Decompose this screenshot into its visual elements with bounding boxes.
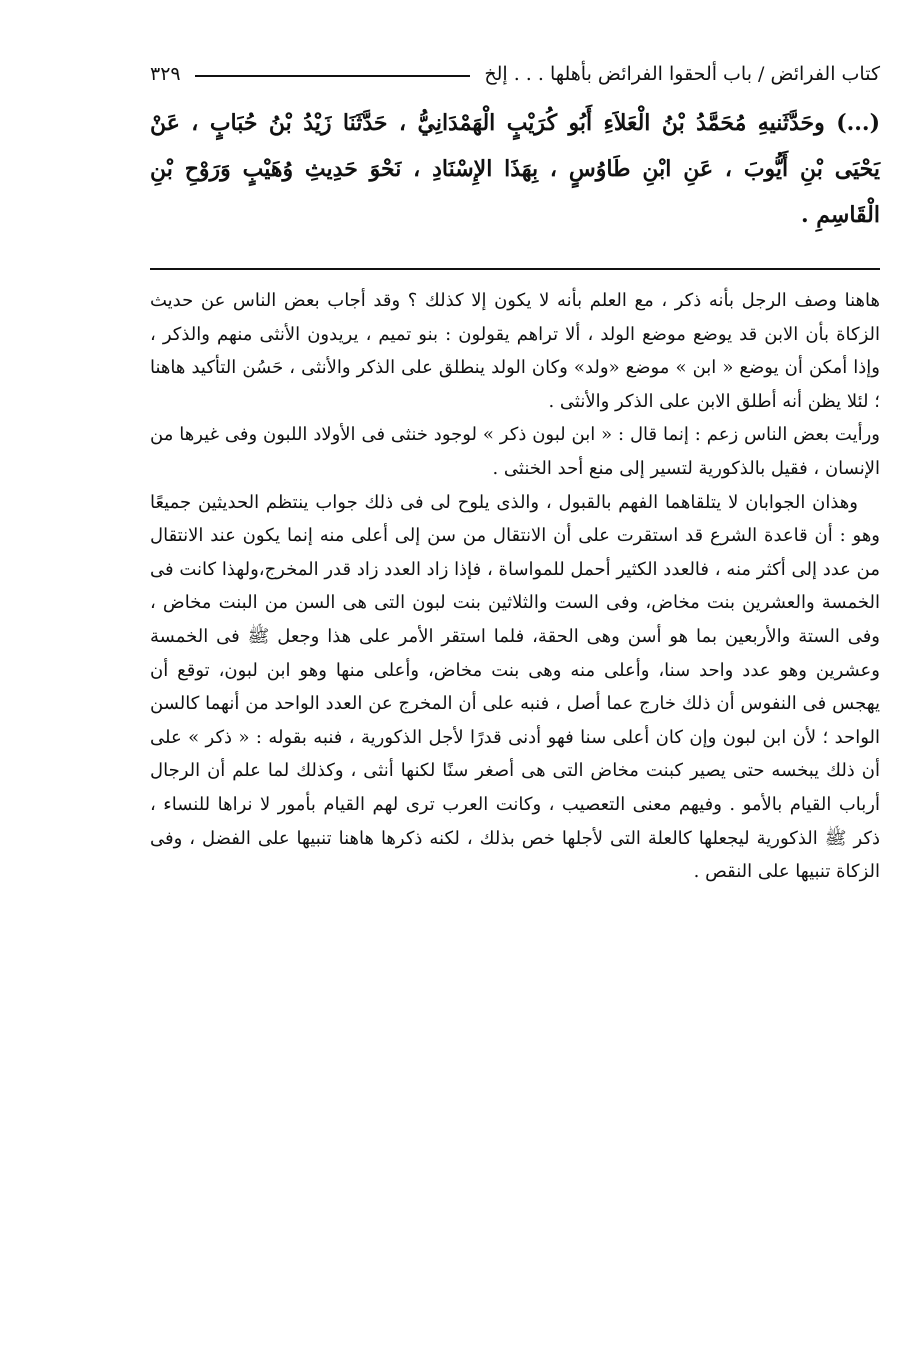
running-head <box>150 56 880 92</box>
running-head-title: كتاب الفرائض / باب ألحقوا الفرائض بأهلها . . . إلخ <box>484 63 880 85</box>
commentary-paragraph: وهذان الجوابان لا يتلقاهما الفهم بالقبول ، والذى يلوح لى فى ذلك جواب ينتظم الحديثين جميعًا وهو : أن قاعدة الشرع قد استقرت على أن الانتقال من سن إلى أعلى منه إنما يكون عند الانتقال من عدد إلى أكثر منه ، فالعدد الكثير أحمل للمواساة ، فإذا زاد العدد زاد قدر المخرج،ولهذا كانت فى الخمسة والعشرين بنت مخاض، وفى الست والثلاثين بنت لبون التى هى السن من البنت مخاض ، وفى الستة والأربعين بما هو أسن وهى الحقة، فلما استقر الأمر على هذا وجعل ﷺ فى الخمسة وعشرين وهو عدد واحد سنا، وأعلى منه وهى بنت مخاض، وأعلى منها وهو ابن لبون، توقع أن يهجس فى النفوس أن ذلك خارج عما أصل ، فنبه على أن المخرج عن العدد الواحد من أنهما كالسن الواحد ؛ لأن ابن لبون وإن كان أعلى سنا فهو أدنى قدرًا لأجل الذكورية ، فنبه بقوله : « ذكر » على أن ذلك يبخسه حتى يصير كبنت مخاض التى هى أصغر سنًا لكنها أنثى ، وكذلك لما علم أن الرجال أرباب القيام بالأمو . وفيهم معنى التعصيب ، وكانت العرب ترى لهم القيام بأمور لا نراها للنساء ، ذكر ﷺ الذكورية ليجعلها كالعلة التى لأجلها خص بذلك ، لكنه ذكرها هاهنا تنبيها على الفضل ، وفى الزكاة تنبيها على النقص . <box>150 491 880 883</box>
commentary-paragraph: ورأيت بعض الناس زعم : إنما قال : « ابن لبون ذكر » لوجود خنثى فى الأولاد اللبون وفى غيرها من الإنسان ، فقيل بالذكورية لتسير إلى منع أحد الخنثى . <box>150 424 880 479</box>
commentary-paragraph: هاهنا وصف الرجل بأنه ذكر ، مع العلم بأنه لا يكون إلا كذلك ؟ وقد أجاب بعض الناس عن حديث الزكاة بأن الابن قد يوضع موضع الولد ، ألا تراهم يقولون : بنو تميم ، يريدون الأنثى منهم والذكر ، وإذا أمكن أن يوضع « ابن » موضع «ولد» وكان الولد ينطلق على الذكر والأنثى ، حَسُن التأكيد هاهنا ؛ لئلا يظن أنه أطلق الابن على الذكر والأنثى . <box>150 290 880 412</box>
footnote-separator <box>150 268 880 270</box>
running-head-rule <box>195 75 471 77</box>
page-number: ٣٢٩ <box>150 63 181 85</box>
hadith-text: (...) وحَدَّثَنيهِ مُحَمَّدُ بْنُ الْعَلاَءِ أَبُو كُرَيْبٍ الْهَمْدَانِيُّ ، حَدَّثَنَا زَيْدُ بْنُ حُبَابٍ ، عَنْ يَحْيَى بْنِ أَيُّوبَ ، عَنِ ابْنِ طَاوُسٍ ، بِهَذَا الإِسْنَادِ ، نَحْوَ حَدِيثِ وُهَيْبٍ وَرَوْحِ بْنِ الْقَاسِمِ . <box>150 110 880 228</box>
book-page <box>150 56 880 889</box>
commentary <box>150 284 880 889</box>
